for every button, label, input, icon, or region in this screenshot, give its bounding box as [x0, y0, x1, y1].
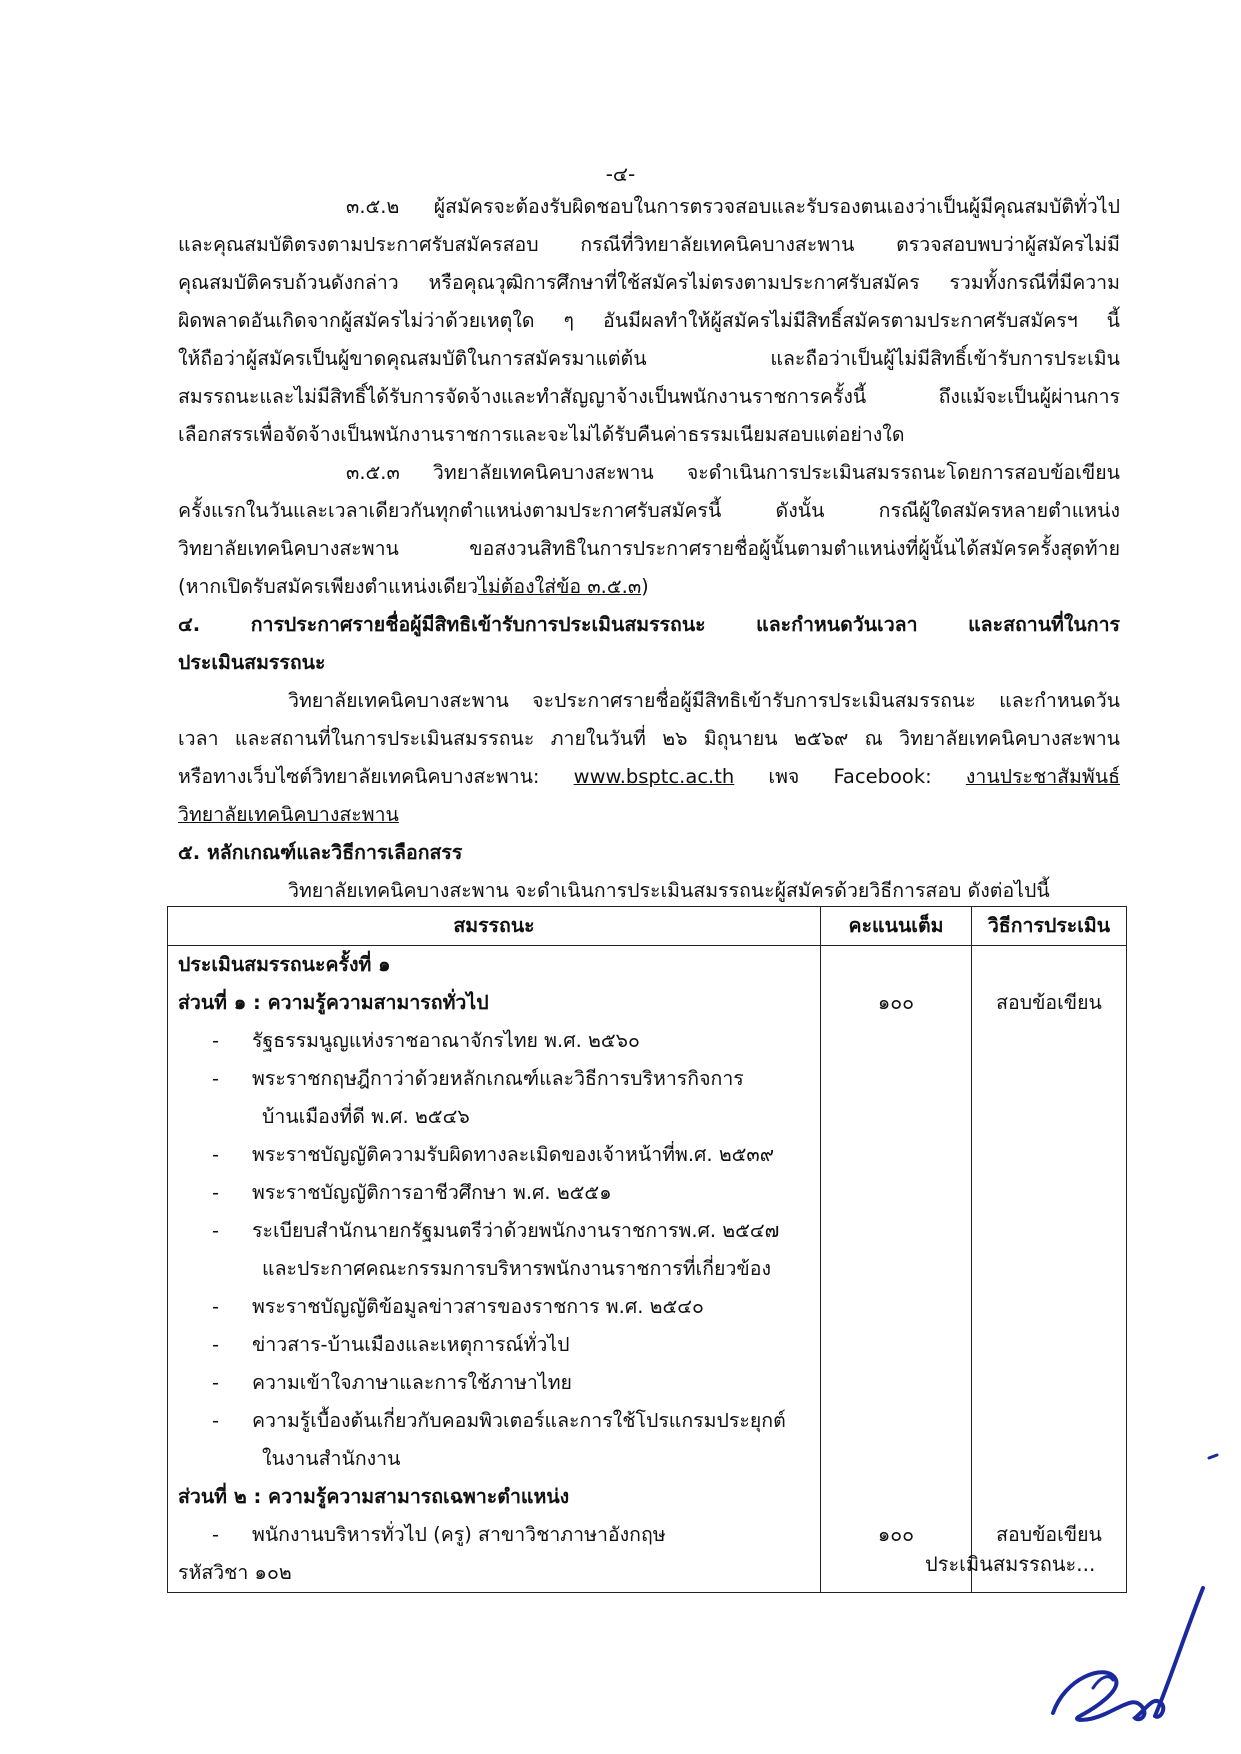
spacer	[821, 1212, 971, 1250]
header-method: วิธีการประเมิน	[972, 907, 1127, 946]
item-text: รัฐธรรมนูญแห่งราชอาณาจักรไทย พ.ศ. ๒๕๖๐	[252, 1029, 640, 1052]
part2-title: ส่วนที่ ๒ : ความรู้ความสามารถเฉพาะตำแหน่ง	[178, 1485, 570, 1508]
list-item	[168, 1364, 820, 1402]
signature-stroke	[1155, 1588, 1203, 1716]
para-352-line: และคุณสมบัติตรงตามประกาศรับสมัครสอบ กรณีที่วิทยาลัยเทคนิคบางสะพาน ตรวจสอบพบว่าผู้สมัครไม่มี	[178, 233, 1120, 256]
para-352-line: คุณสมบัติครบถ้วนดังกล่าว หรือคุณวุฒิการศึกษาที่ใช้สมัครไม่ตรงตามประกาศรับสมัคร รวมทั้งกรณีที่มีความ	[178, 271, 1120, 294]
item-text: พระราชบัญญัติข้อมูลข่าวสารของราชการ พ.ศ. ๒๕๔๐	[252, 1295, 704, 1318]
item-text: ระเบียบสำนักนายกรัฐมนตรีว่าด้วยพนักงานราชการพ.ศ. ๒๕๔๗	[252, 1219, 780, 1242]
signature-image	[1035, 1378, 1225, 1738]
list-item	[168, 1288, 820, 1326]
page-number: -๔-	[605, 162, 636, 186]
part1-title: ส่วนที่ ๑ : ความรู้ความสามารถทั่วไป	[178, 991, 489, 1014]
item-text: พระราชบัญญัติความรับผิดทางละเมิดของเจ้าหน้าที่พ.ศ. ๒๕๓๙	[252, 1143, 775, 1166]
list-item	[168, 1136, 820, 1174]
section4-links-line	[178, 758, 1120, 796]
list-item	[168, 1060, 820, 1098]
item-text: พนักงานบริหารทั่วไป (ครู) สาขาวิชาภาษาอังกฤษ	[252, 1523, 666, 1546]
item-text: ความเข้าใจภาษาและการใช้ภาษาไทย	[252, 1371, 572, 1394]
dash: -	[212, 1219, 220, 1242]
dash: -	[212, 1067, 220, 1090]
spacer	[972, 1022, 1126, 1060]
spacer	[821, 1250, 971, 1288]
spacer	[821, 946, 971, 984]
part2-method: สอบข้อเขียน	[996, 1523, 1102, 1546]
competency-table	[167, 906, 1127, 1593]
spacer	[972, 946, 1126, 984]
spacer	[821, 1326, 971, 1364]
document-body	[178, 188, 1120, 910]
list-item	[168, 1516, 820, 1554]
spacer	[972, 1060, 1126, 1098]
header-full-score: คะแนนเต็ม	[821, 907, 972, 946]
para-352-line: ผิดพลาดอันเกิดจากผู้สมัครไม่ว่าด้วยเหตุใด ๆ อันมีผลทำให้ผู้สมัครไม่มีสิทธิ์สมัครตามประกาศรับสมัครฯ นี้	[178, 309, 1120, 332]
dash: -	[212, 1523, 220, 1546]
para-353-line: วิทยาลัยเทคนิคบางสะพาน ขอสงวนสิทธิในการประกาศรายชื่อผู้นั้นตามตำแหน่งที่ผู้นั้นได้สมัครครั้งสุดท้าย	[178, 537, 1120, 560]
section4-heading: ประเมินสมรรถนะ	[178, 651, 326, 674]
part1-method: สอบข้อเขียน	[996, 991, 1102, 1014]
score-cell	[821, 946, 972, 1593]
note-353-close: )	[641, 575, 649, 598]
spacer	[821, 1440, 971, 1478]
signature-stroke	[1053, 1672, 1163, 1720]
signature-dot	[1209, 1455, 1217, 1458]
list-item	[168, 1326, 820, 1364]
list-item-cont: ในงานสำนักงาน	[262, 1447, 401, 1470]
footer-continuation: ประเมินสมรรถนะ...	[925, 1552, 1096, 1576]
list-item-cont: บ้านเมืองที่ดี พ.ศ. ๒๕๔๖	[262, 1105, 470, 1128]
dash: -	[212, 1409, 220, 1432]
para-352-line: ๓.๕.๒ ผู้สมัครจะต้องรับผิดชอบในการตรวจสอบและรับรองตนเองว่าเป็นผู้มีคุณสมบัติทั่วไป	[346, 195, 1120, 218]
facebook-link[interactable]: งานประชาสัมพันธ์	[965, 765, 1120, 788]
spacer	[972, 1098, 1126, 1136]
dash: -	[212, 1143, 220, 1166]
section4-links-cont	[178, 796, 1120, 834]
spacer	[972, 1212, 1126, 1250]
links-prefix: หรือทางเว็บไซต์วิทยาลัยเทคนิคบางสะพาน:	[178, 765, 574, 788]
website-link[interactable]: www.bsptc.ac.th	[573, 765, 735, 788]
note-353	[178, 568, 1120, 606]
list-item	[168, 1174, 820, 1212]
spacer	[972, 1136, 1126, 1174]
section4-body-line: วิทยาลัยเทคนิคบางสะพาน จะประกาศรายชื่อผู้มีสิทธิเข้ารับการประเมินสมรรถนะ และกำหนดวัน	[288, 689, 1120, 712]
part2-score: ๑๐๐	[877, 1523, 915, 1546]
dash: -	[212, 1295, 220, 1318]
spacer	[972, 1288, 1126, 1326]
header-competency: สมรรถนะ	[168, 907, 821, 946]
spacer	[821, 1022, 971, 1060]
section4-body-line: เวลา และสถานที่ในการประเมินสมรรถนะ ภายในวันที่ ๒๖ มิถุนายน ๒๕๖๙ ณ วิทยาลัยเทคนิคบางสะพาน	[178, 727, 1120, 750]
round-title: ประเมินสมรรถนะครั้งที่ ๑	[178, 953, 391, 976]
dash: -	[212, 1181, 220, 1204]
note-353-underlined: ไม่ต้องใส่ข้อ ๓.๕.๓	[478, 575, 642, 598]
para-353-line: ๓.๕.๓ วิทยาลัยเทคนิคบางสะพาน จะดำเนินการประเมินสมรรถนะโดยการสอบข้อเขียน	[346, 461, 1120, 484]
item-text: พระราชกฤษฎีกาว่าด้วยหลักเกณฑ์และวิธีการบริหารกิจการ	[252, 1067, 744, 1090]
dash: -	[212, 1333, 220, 1356]
signature-stroke	[1093, 1677, 1113, 1688]
section4-heading: ๔. การประกาศรายชื่อผู้มีสิทธิเข้ารับการประเมินสมรรถนะ และกำหนดวันเวลา และสถานที่ในการ	[178, 613, 1120, 636]
dash: -	[212, 1371, 220, 1394]
item-text: ความรู้เบื้องต้นเกี่ยวกับคอมพิวเตอร์และการใช้โปรแกรมประยุกต์	[252, 1409, 786, 1432]
para-352-line: สมรรถนะและไม่มีสิทธิ์ได้รับการจัดจ้างและทำสัญญาจ้างเป็นพนักงานราชการครั้งนี้ ถึงแม้จะเป็นผู้ผ่านการ	[178, 385, 1120, 408]
competency-cell	[168, 946, 821, 1593]
item-text: พระราชบัญญัติการอาชีวศึกษา พ.ศ. ๒๕๕๑	[252, 1181, 612, 1204]
dash: -	[212, 1029, 220, 1052]
spacer	[972, 1250, 1126, 1288]
links-mid: เพจ Facebook:	[734, 765, 966, 788]
list-item	[168, 1212, 820, 1250]
spacer	[821, 1174, 971, 1212]
spacer	[821, 1364, 971, 1402]
para-353-line: ครั้งแรกในวันและเวลาเดียวกันทุกตำแหน่งตามประกาศรับสมัครนี้ ดังนั้น กรณีผู้ใดสมัครหลายตำแหน่ง	[178, 499, 1120, 522]
spacer	[821, 1136, 971, 1174]
spacer	[972, 1174, 1126, 1212]
note-353-text: (หากเปิดรับสมัครเพียงตำแหน่งเดียว	[178, 575, 479, 598]
part2-code: รหัสวิชา ๑๐๒	[178, 1561, 292, 1584]
para-352-line: เลือกสรรเพื่อจัดจ้างเป็นพนักงานราชการและจะไม่ได้รับคืนค่าธรรมเนียมสอบแต่อย่างใด	[178, 423, 905, 446]
part1-score: ๑๐๐	[877, 991, 915, 1014]
section5-body: วิทยาลัยเทคนิคบางสะพาน จะดำเนินการประเมินสมรรถนะผู้สมัครด้วยวิธีการสอบ ดังต่อไปนี้	[288, 879, 1050, 902]
spacer	[821, 1402, 971, 1440]
item-text: ข่าวสาร-บ้านเมืองและเหตุการณ์ทั่วไป	[252, 1333, 570, 1356]
facebook-link-cont[interactable]: วิทยาลัยเทคนิคบางสะพาน	[178, 803, 399, 826]
para-352-line: ให้ถือว่าผู้สมัครเป็นผู้ขาดคุณสมบัติในการสมัครมาแต่ต้น และถือว่าเป็นผู้ไม่มีสิทธิ์เข้ารับการประเมิน	[178, 347, 1120, 370]
spacer	[972, 1326, 1126, 1364]
list-item-cont: และประกาศคณะกรรมการบริหารพนักงานราชการที่เกี่ยวข้อง	[262, 1257, 771, 1280]
list-item	[168, 1022, 820, 1060]
spacer	[821, 1288, 971, 1326]
section5-heading: ๕. หลักเกณฑ์และวิธีการเลือกสรร	[178, 841, 463, 864]
spacer	[821, 1098, 971, 1136]
list-item	[168, 1402, 820, 1440]
spacer	[821, 1060, 971, 1098]
spacer	[821, 1478, 971, 1516]
